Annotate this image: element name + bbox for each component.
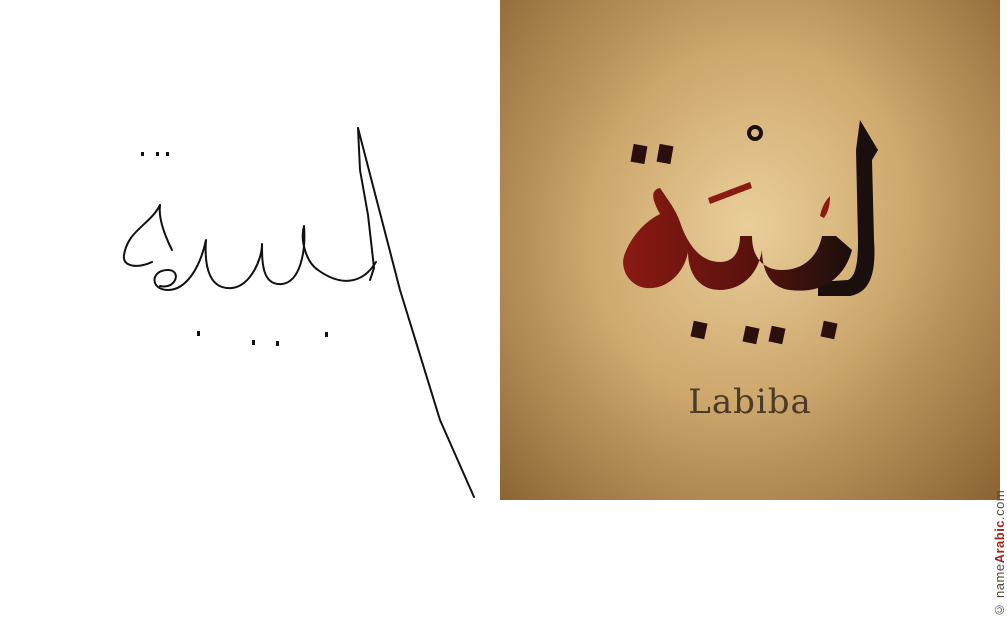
calligraphy-panel [500, 0, 1007, 618]
credit-prefix: © name [992, 563, 1007, 618]
credit-suffix: .com [992, 490, 1007, 521]
credit-watermark [992, 490, 1007, 618]
handwritten-sketch [0, 0, 500, 500]
credit-brand: Arabic [992, 520, 1007, 564]
latin-name: Labiba [688, 382, 812, 422]
sketch-panel [0, 0, 500, 500]
arabic-calligraphy [500, 0, 1000, 500]
